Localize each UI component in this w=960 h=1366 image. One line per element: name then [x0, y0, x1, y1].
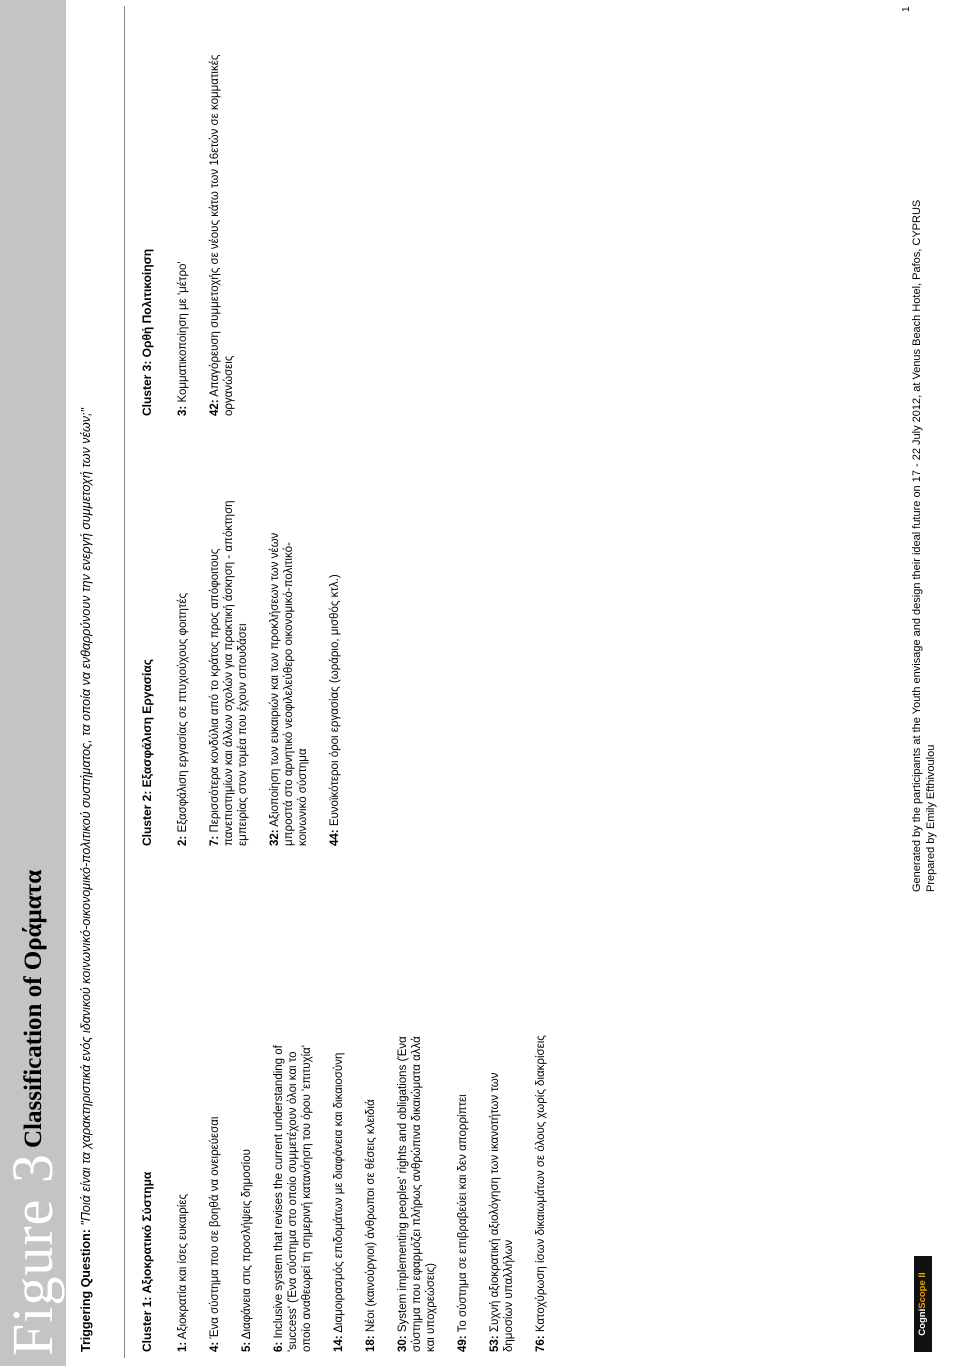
- page-number: 1: [901, 6, 912, 12]
- divider: [124, 6, 125, 1358]
- item-text: Διαφάνεια στις προσλήψεις δημοσίου: [241, 1149, 253, 1340]
- item-number: 7: [209, 839, 221, 846]
- item-number: 2: [177, 839, 189, 846]
- list-item: 32: Αξιοποίηση των ευκαιριών και των προκλήσεων των νέων μπροστά στο αρνητικό νεοφιλελεύθερο οικονομικό-πολιτικό-κοινωνικό σύστημα: [269, 532, 309, 846]
- prepared-by: Prepared by Emily Efthivoulou: [925, 744, 937, 892]
- item-number: 32: [269, 833, 281, 846]
- credit-block: [910, 200, 938, 892]
- list-item: 44: Ευνοϊκότεροι όροι εργασίας (ωράριο, μισθός κτλ.): [329, 574, 341, 846]
- item-text: Το σύστημα σε επιβραβεύει και δεν απορρίπτει: [457, 1094, 469, 1333]
- item-text: Inclusive system that revises the current understanding of 'success' (Ένα σύστημα στο οποίο συμμετέχουν όλοι και το οποίο αναθεωρεί τη σημερινή κατανόηση του όρου 'επιτυχία': [273, 1044, 313, 1352]
- list-item: 7: Περισσότερα κονδύλια από το κράτος προς απόφοιτους πανεπιστημίων και άλλων σχολών για πρακτική άσκηση - απόκτηση εμπειρίας στον τομέα που έχουν σπουδάσει: [209, 500, 249, 846]
- item-number: 53: [489, 1339, 501, 1352]
- list-item: 3: Κομματικοποίηση με 'μέτρο': [177, 261, 189, 416]
- credit-line: Generated by the participants at the Youth envisage and design their ideal future on 17 - 22 July 2012, at Venus Beach Hotel, Pafos, CYPRUS: [911, 199, 923, 892]
- title-band: [0, 0, 66, 1366]
- item-text: Κομματικοποίηση με 'μέτρο': [177, 261, 189, 403]
- list-item: 18: Νέοι (καινούργιοι) άνθρωποι σε θέσεις κλειδιά: [365, 1099, 377, 1352]
- question-label: Triggering Question:: [79, 1225, 93, 1352]
- item-number: 1: [177, 1345, 189, 1352]
- item-text: Ευνοϊκότεροι όροι εργασίας (ωράριο, μισθός κτλ.): [329, 574, 341, 827]
- footer: [900, 6, 944, 1352]
- item-number: 6: [273, 1345, 285, 1352]
- list-item: 4: Ένα σύστημα που σε βοηθά να ονειρεύεσαι: [209, 1116, 221, 1352]
- list-item: 30: System implementing peoples' rights and obligations (Ένα σύστημα που εφαρμόζει πλήρως ανθρώπινα δικαιώματα αλλά και υποχρεώσεις): [397, 1036, 437, 1352]
- question-text: "Ποιά είναι τα χαρακτηριστικά ενός ιδανικού κοινωνικό-οικονομικό-πολιτικού συστήματος, τα οποία να ενθαρρύνουν την ενεργή συμμετοχή των νέων;": [79, 408, 93, 1226]
- list-item: 5: Διαφάνεια στις προσλήψεις δημοσίου: [241, 1149, 253, 1352]
- logo-text: Cogni: [917, 1308, 928, 1336]
- cluster-title: Cluster 3: Ορθή Πολιτικοίηση: [140, 248, 154, 416]
- list-item: 76: Κατοχύρωση ίσων δικαιωμάτων σε όλους χωρίς διακρίσεις: [535, 1035, 547, 1352]
- cluster-3-column: [140, 26, 254, 416]
- item-text: Συχνή αξιοκρατική αξιολόγηση των ικανοτήτων των δημοσίων υπαλλήλων: [489, 1072, 515, 1352]
- cluster-title: Cluster 2: Εξασφάλιση Εργασίας: [140, 659, 154, 846]
- list-item: 49: Το σύστημα σε επιβραβεύει και δεν απορρίπτει: [457, 1094, 469, 1352]
- list-item: 1: Αξιοκρατία και ίσες ευκαιρίες: [177, 1194, 189, 1352]
- list-item: 14: Διαμοιρασμός επιδομάτων με διαφάνεια και δικαιοσύνη: [333, 1052, 345, 1352]
- item-text: Ένα σύστημα που σε βοηθά να ονειρεύεσαι: [209, 1116, 221, 1339]
- item-text: Νέοι (καινούργιοι) άνθρωποι σε θέσεις κλειδιά: [365, 1099, 377, 1333]
- item-text: Αξιοκρατία και ίσες ευκαιρίες: [177, 1194, 189, 1340]
- item-text: Κατοχύρωση ίσων δικαιωμάτων σε όλους χωρίς διακρίσεις: [535, 1035, 547, 1333]
- item-number: 18: [365, 1339, 377, 1352]
- item-number: 76: [535, 1339, 547, 1352]
- item-text: System implementing peoples' rights and obligations (Ένα σύστημα που εφαρμόζει πλήρως ανθρώπινα δικαιώματα αλλά και υποχρεώσεις): [397, 1036, 437, 1352]
- item-text: Απαγόρευση συμμετοχής σε νέους κάτω των 16ετών σε κομματικές οργανώσεις: [209, 54, 235, 416]
- item-number: 42: [209, 403, 221, 416]
- item-text: Αξιοποίηση των ευκαιριών και των προκλήσεων των νέων μπροστά στο αρνητικό νεοφιλελεύθερο οικονομικό-πολιτικό-κοινωνικό σύστημα: [269, 532, 309, 846]
- list-item: 6: Inclusive system that revises the current understanding of 'success' (Ένα σύστημα στο οποίο συμμετέχουν όλοι και το οποίο αναθεωρεί τη σημερινή κατανόηση του όρου 'επιτυχία': [273, 1044, 313, 1352]
- item-number: 4: [209, 1345, 221, 1352]
- item-number: 44: [329, 833, 341, 846]
- cluster-1-column: [140, 1022, 566, 1352]
- item-number: 49: [457, 1339, 469, 1352]
- cluster-title: Cluster 1: Αξιοκρατικό Σύστημα: [140, 1171, 154, 1352]
- item-number: 14: [333, 1339, 345, 1352]
- triggering-question: [78, 12, 94, 1352]
- list-item: 2: Εξασφάλιση εργασίας σε πτυχιούχους φοιτητές: [177, 592, 189, 846]
- cluster-2-column: [140, 496, 360, 846]
- list-item: 42: Απαγόρευση συμμετοχής σε νέους κάτω των 16ετών σε κομματικές οργανώσεις: [209, 54, 235, 416]
- item-text: Περισσότερα κονδύλια από το κράτος προς απόφοιτους πανεπιστημίων και άλλων σχολών για πρακτική άσκηση - απόκτηση εμπειρίας στον τομέα που έχουν σπουδάσει: [209, 500, 249, 846]
- figure-title: Classification of Οράματα: [20, 869, 47, 1148]
- item-number: 3: [177, 409, 189, 416]
- item-number: 5: [241, 1345, 253, 1352]
- logo-text-accent: Scope II: [917, 1272, 928, 1309]
- list-item: 53: Συχνή αξιοκρατική αξιολόγηση των ικανοτήτων των δημοσίων υπαλλήλων: [489, 1072, 515, 1352]
- item-text: Εξασφάλιση εργασίας σε πτυχιούχους φοιτητές: [177, 592, 189, 833]
- figure-label: Figure 3: [0, 1153, 65, 1356]
- cogniscope-logo: [914, 1256, 932, 1352]
- item-text: Διαμοιρασμός επιδομάτων με διαφάνεια και δικαιοσύνη: [333, 1052, 345, 1333]
- item-number: 30: [397, 1339, 409, 1352]
